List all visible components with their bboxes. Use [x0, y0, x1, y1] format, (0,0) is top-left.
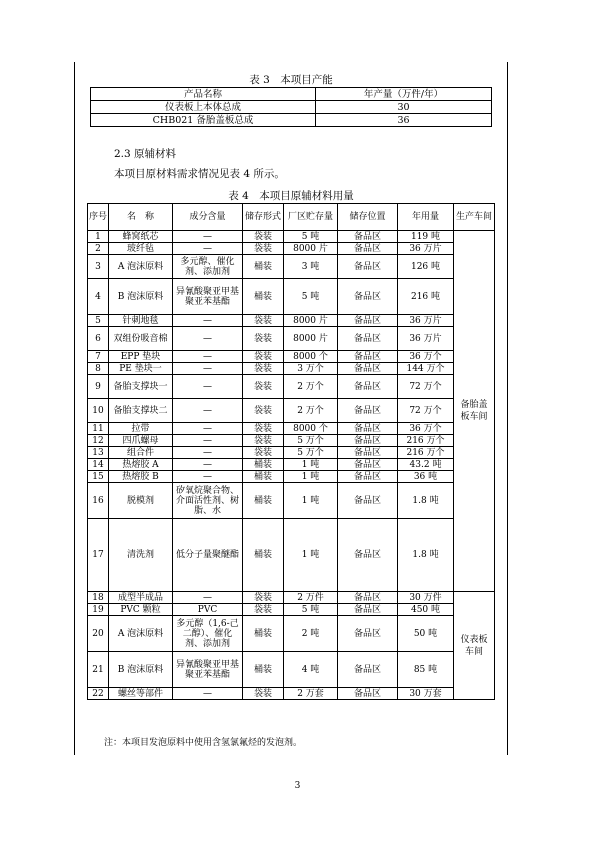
cell-storage-amount: 1 吨 — [284, 519, 338, 592]
cell-name: A 泡沫原料 — [109, 616, 173, 652]
cell-seq: 15 — [88, 471, 109, 483]
cell-storage-location: 备品区 — [338, 459, 398, 471]
intro-paragraph: 本项目原材料需求情况见表 4 所示。 — [114, 168, 285, 180]
cell-storage-form: 袋装 — [243, 399, 284, 423]
table-row — [88, 363, 495, 375]
cell-composition: — — [173, 363, 243, 375]
table-row — [88, 652, 495, 688]
cell-seq: 5 — [88, 315, 109, 327]
cell-composition: — — [173, 399, 243, 423]
cell-output: 36 — [316, 114, 492, 127]
table-row — [88, 616, 495, 652]
cell-storage-amount: 1 吨 — [284, 483, 338, 519]
cell-storage-form: 袋装 — [243, 423, 284, 435]
cell-composition: — — [173, 459, 243, 471]
cell-storage-form: 袋装 — [243, 327, 284, 351]
cell-annual-usage: 72 万个 — [398, 375, 454, 399]
table-row — [88, 279, 495, 315]
cell-storage-amount: 2 吨 — [284, 616, 338, 652]
header-seq: 序号 — [88, 204, 109, 231]
cell-name: 备胎支撑块一 — [109, 375, 173, 399]
table-row — [88, 243, 495, 255]
cell-storage-location: 备品区 — [338, 399, 398, 423]
header-product-name: 产品名称 — [91, 88, 316, 101]
cell-name: 拉带 — [109, 423, 173, 435]
cell-composition: PVC — [173, 604, 243, 616]
cell-annual-usage: 36 万片 — [398, 327, 454, 351]
table-row — [88, 483, 495, 519]
cell-composition: 异氰酸聚亚甲基聚亚苯基酯 — [173, 279, 243, 315]
cell-seq: 20 — [88, 616, 109, 652]
cell-storage-form: 桶装 — [243, 616, 284, 652]
cell-storage-amount: 8000 个 — [284, 423, 338, 435]
cell-seq: 1 — [88, 231, 109, 243]
table-header-row — [91, 88, 492, 101]
cell-storage-location: 备品区 — [338, 243, 398, 255]
cell-composition: 矽氧烷聚合物、介面活性剂、树脂、水 — [173, 483, 243, 519]
table-row — [88, 255, 495, 279]
cell-product: CHB021 备胎盖板总成 — [91, 114, 316, 127]
cell-storage-location: 备品区 — [338, 435, 398, 447]
cell-storage-location: 备品区 — [338, 471, 398, 483]
cell-storage-amount: 8000 片 — [284, 327, 338, 351]
table-header-row — [88, 204, 495, 231]
section-heading: 2.3 原辅材料 — [114, 148, 177, 160]
cell-composition: — — [173, 231, 243, 243]
cell-storage-form: 袋装 — [243, 604, 284, 616]
cell-seq: 11 — [88, 423, 109, 435]
cell-composition: — — [173, 592, 243, 604]
table-row — [88, 459, 495, 471]
cell-composition: 多元醇（1,6-己二醇）、催化剂、添加剂 — [173, 616, 243, 652]
table-row — [91, 114, 492, 127]
cell-name: 四爪螺母 — [109, 435, 173, 447]
table-row — [88, 435, 495, 447]
cell-storage-location: 备品区 — [338, 315, 398, 327]
header-workshop: 生产车间 — [454, 204, 495, 231]
cell-storage-form: 袋装 — [243, 243, 284, 255]
cell-seq: 13 — [88, 447, 109, 459]
cell-storage-form: 袋装 — [243, 447, 284, 459]
cell-storage-amount: 2 万个 — [284, 399, 338, 423]
cell-storage-location: 备品区 — [338, 255, 398, 279]
cell-name: PVC 颗粒 — [109, 604, 173, 616]
cell-output: 30 — [316, 101, 492, 114]
page-number: 3 — [294, 781, 301, 791]
cell-storage-location: 备品区 — [338, 375, 398, 399]
cell-storage-amount: 5 万个 — [284, 447, 338, 459]
cell-annual-usage: 450 吨 — [398, 604, 454, 616]
cell-name: 螺丝等部件 — [109, 688, 173, 700]
cell-storage-location: 备品区 — [338, 652, 398, 688]
cell-composition: — — [173, 423, 243, 435]
table-row — [88, 519, 495, 592]
cell-name: 组合件 — [109, 447, 173, 459]
cell-workshop: 仪表板车间 — [454, 592, 495, 700]
table-row — [88, 447, 495, 459]
cell-seq: 6 — [88, 327, 109, 351]
header-storage-amount: 厂区贮存量 — [284, 204, 338, 231]
cell-storage-amount: 2 万个 — [284, 375, 338, 399]
cell-name: A 泡沫原料 — [109, 255, 173, 279]
cell-storage-form: 袋装 — [243, 592, 284, 604]
cell-product: 仪表板上本体总成 — [91, 101, 316, 114]
cell-storage-form: 桶装 — [243, 255, 284, 279]
cell-annual-usage: 43.2 吨 — [398, 459, 454, 471]
cell-storage-amount: 8000 片 — [284, 315, 338, 327]
cell-annual-usage: 30 万件 — [398, 592, 454, 604]
cell-storage-location: 备品区 — [338, 688, 398, 700]
cell-storage-location: 备品区 — [338, 592, 398, 604]
cell-workshop: 备胎盖板车间 — [454, 231, 495, 592]
cell-storage-amount: 3 吨 — [284, 255, 338, 279]
cell-storage-amount: 4 吨 — [284, 652, 338, 688]
cell-name: 针刺地毯 — [109, 315, 173, 327]
cell-seq: 14 — [88, 459, 109, 471]
cell-seq: 4 — [88, 279, 109, 315]
cell-storage-amount: 3 万个 — [284, 363, 338, 375]
table-row — [88, 399, 495, 423]
table-row — [88, 604, 495, 616]
table-row — [88, 375, 495, 399]
cell-annual-usage: 216 万个 — [398, 447, 454, 459]
cell-seq: 8 — [88, 363, 109, 375]
header-storage-form: 储存形式 — [243, 204, 284, 231]
table-row — [88, 327, 495, 351]
cell-storage-location: 备品区 — [338, 231, 398, 243]
table-row — [91, 101, 492, 114]
cell-name: 热熔胶 A — [109, 459, 173, 471]
cell-annual-usage: 50 吨 — [398, 616, 454, 652]
cell-seq: 2 — [88, 243, 109, 255]
cell-annual-usage: 36 吨 — [398, 471, 454, 483]
cell-composition: — — [173, 351, 243, 363]
cell-name: B 泡沫原料 — [109, 652, 173, 688]
cell-composition: — — [173, 243, 243, 255]
cell-annual-usage: 144 万个 — [398, 363, 454, 375]
cell-annual-usage: 1.8 吨 — [398, 483, 454, 519]
cell-storage-form: 桶装 — [243, 459, 284, 471]
cell-annual-usage: 216 吨 — [398, 279, 454, 315]
table-row — [88, 231, 495, 243]
cell-composition: — — [173, 375, 243, 399]
cell-annual-usage: 72 万个 — [398, 399, 454, 423]
table-row — [88, 423, 495, 435]
cell-composition: — — [173, 688, 243, 700]
cell-storage-amount: 5 吨 — [284, 231, 338, 243]
cell-storage-form: 袋装 — [243, 231, 284, 243]
cell-seq: 9 — [88, 375, 109, 399]
cell-composition: 多元醇、催化剂、添加剂 — [173, 255, 243, 279]
cell-name: PE 垫块一 — [109, 363, 173, 375]
table-row — [88, 351, 495, 363]
cell-storage-amount: 8000 个 — [284, 351, 338, 363]
cell-storage-amount: 5 万个 — [284, 435, 338, 447]
table-note: 注：本项目发泡原料中使用含氢氯氟烃的发泡剂。 — [104, 738, 303, 748]
cell-composition: — — [173, 471, 243, 483]
cell-storage-amount: 8000 片 — [284, 243, 338, 255]
cell-storage-form: 袋装 — [243, 375, 284, 399]
cell-composition: 异氰酸聚亚甲基聚亚苯基酯 — [173, 652, 243, 688]
table3-caption: 表 3 本项目产能 — [249, 74, 333, 86]
table-row — [88, 315, 495, 327]
cell-annual-usage: 30 万套 — [398, 688, 454, 700]
cell-annual-usage: 36 万片 — [398, 315, 454, 327]
cell-name: 热熔胶 B — [109, 471, 173, 483]
cell-name: B 泡沫原料 — [109, 279, 173, 315]
table4-caption: 表 4 本项目原辅材料用量 — [228, 190, 354, 202]
cell-storage-form: 桶装 — [243, 652, 284, 688]
cell-storage-form: 袋装 — [243, 688, 284, 700]
cell-storage-amount: 5 吨 — [284, 279, 338, 315]
cell-annual-usage: 216 万个 — [398, 435, 454, 447]
cell-storage-location: 备品区 — [338, 279, 398, 315]
cell-seq: 17 — [88, 519, 109, 592]
table-row — [88, 471, 495, 483]
cell-storage-location: 备品区 — [338, 483, 398, 519]
cell-composition: — — [173, 447, 243, 459]
table-row — [88, 592, 495, 604]
cell-name: 清洗剂 — [109, 519, 173, 592]
cell-storage-amount: 1 吨 — [284, 459, 338, 471]
raw-materials-table — [87, 203, 495, 700]
cell-annual-usage: 36 万片 — [398, 243, 454, 255]
cell-storage-location: 备品区 — [338, 363, 398, 375]
cell-storage-amount: 2 万件 — [284, 592, 338, 604]
cell-annual-usage: 36 万个 — [398, 351, 454, 363]
cell-name: 双组份吸音棉 — [109, 327, 173, 351]
cell-storage-location: 备品区 — [338, 604, 398, 616]
cell-storage-form: 桶装 — [243, 519, 284, 592]
table-row — [88, 688, 495, 700]
cell-annual-usage: 119 吨 — [398, 231, 454, 243]
cell-storage-form: 桶装 — [243, 279, 284, 315]
cell-name: 脱模剂 — [109, 483, 173, 519]
cell-seq: 22 — [88, 688, 109, 700]
cell-composition: — — [173, 315, 243, 327]
cell-seq: 10 — [88, 399, 109, 423]
cell-storage-location: 备品区 — [338, 447, 398, 459]
cell-storage-form: 袋装 — [243, 351, 284, 363]
cell-seq: 21 — [88, 652, 109, 688]
header-annual-usage: 年用量 — [398, 204, 454, 231]
cell-storage-form: 袋装 — [243, 315, 284, 327]
cell-name: 玻纤毡 — [109, 243, 173, 255]
cell-storage-location: 备品区 — [338, 616, 398, 652]
cell-annual-usage: 1.8 吨 — [398, 519, 454, 592]
cell-name: 成型半成品 — [109, 592, 173, 604]
cell-storage-form: 袋装 — [243, 435, 284, 447]
capacity-table — [90, 87, 492, 127]
cell-seq: 3 — [88, 255, 109, 279]
header-annual-output: 年产量（万件/年） — [316, 88, 492, 101]
cell-storage-form: 桶装 — [243, 471, 284, 483]
cell-storage-location: 备品区 — [338, 519, 398, 592]
cell-annual-usage: 126 吨 — [398, 255, 454, 279]
cell-storage-amount: 5 吨 — [284, 604, 338, 616]
cell-name: 备胎支撑块二 — [109, 399, 173, 423]
cell-composition: 低分子量聚醚酯 — [173, 519, 243, 592]
cell-storage-amount: 1 吨 — [284, 471, 338, 483]
cell-storage-location: 备品区 — [338, 351, 398, 363]
cell-annual-usage: 36 万个 — [398, 423, 454, 435]
cell-seq: 7 — [88, 351, 109, 363]
cell-storage-location: 备品区 — [338, 423, 398, 435]
cell-composition: — — [173, 327, 243, 351]
cell-composition: — — [173, 435, 243, 447]
cell-storage-form: 袋装 — [243, 363, 284, 375]
header-composition: 成分含量 — [173, 204, 243, 231]
cell-name: EPP 垫块 — [109, 351, 173, 363]
cell-seq: 12 — [88, 435, 109, 447]
cell-seq: 18 — [88, 592, 109, 604]
cell-storage-form: 桶装 — [243, 483, 284, 519]
cell-name: 蜂窝纸芯 — [109, 231, 173, 243]
cell-annual-usage: 85 吨 — [398, 652, 454, 688]
cell-seq: 16 — [88, 483, 109, 519]
header-name: 名 称 — [109, 204, 173, 231]
cell-seq: 19 — [88, 604, 109, 616]
cell-storage-amount: 2 万套 — [284, 688, 338, 700]
header-storage-location: 储存位置 — [338, 204, 398, 231]
cell-storage-location: 备品区 — [338, 327, 398, 351]
